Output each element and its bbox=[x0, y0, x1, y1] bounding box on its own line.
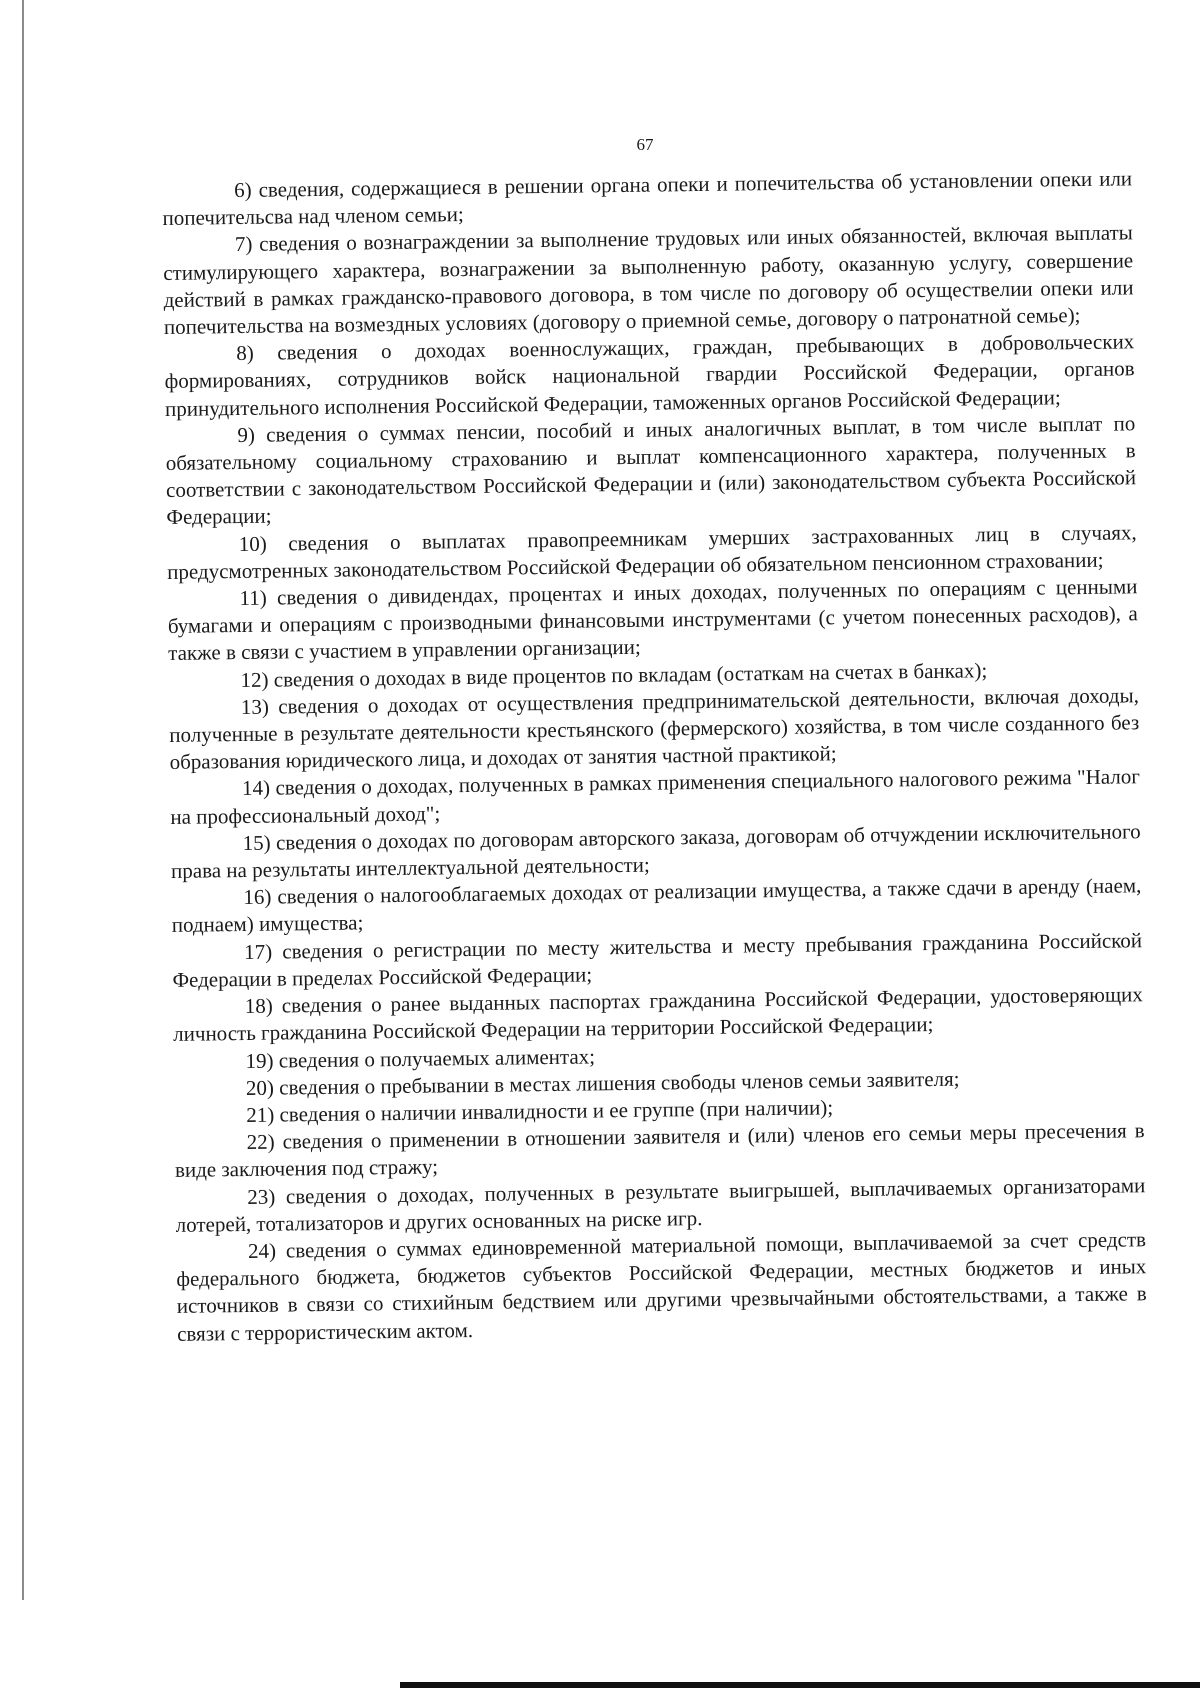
list-item: 7) сведения о вознаграждении за выполнение трудовых или иных обязанностей, включая выплаты стимулирующего характера, вознагражении за выполненную работу, оказанную услугу, совершение действий в рамках гражданско-правового договора, в том числе по договору об осуществелии опеки или попечительства на возмездных условиях (договору о приемной семье, договору о патронатной семье); bbox=[163, 220, 1134, 340]
page-number: 67 bbox=[636, 135, 654, 154]
list-item: 22) сведения о применении в отношении заявителя и (или) членов его семьи меры пресечения в виде заключения под стражу; bbox=[174, 1118, 1145, 1183]
list-item: 16) сведения о налогооблагаемых доходах от реализации имущества, а также сдачи в аренду (наем, поднаем) имущества; bbox=[171, 873, 1142, 938]
list-item: 21) сведения о наличии инвалидности и ее группе (при наличии); bbox=[246, 1095, 834, 1127]
list-item: 10) сведения о выплатах правопреемникам умерших застрахованных лиц в случаях, предусмотренных законодательством Российской Федерации об обязательном пенсионном страховании; bbox=[166, 519, 1137, 584]
document-body bbox=[162, 165, 1147, 1347]
list-item: 11) сведения о дивидендах, процентах и иных доходах, полученных по операциям с ценными бумагами и операциям с производными финансовыми инструментами (с учетом понесенных расходов), а также в связи с участием в управлении организации; bbox=[167, 574, 1138, 666]
list-item: 6) сведения, содержащиеся в решении органа опеки и попечительства об установлении опеки или попечительсва над членом семьи; bbox=[162, 166, 1133, 231]
list-item: 12) сведения о доходах в виде процентов по вкладам (остаткам на счетах в банках); bbox=[240, 657, 988, 692]
scan-bottom-edge bbox=[400, 1682, 1200, 1688]
list-item: 14) сведения о доходах, полученных в рамках применения специального налогового режима "Налог на профессиональный доход"; bbox=[170, 764, 1141, 829]
scan-left-edge bbox=[22, 0, 24, 1600]
list-item: 15) сведения о доходах по договорам авторского заказа, договорам об отчуждении исключительного права на результаты интеллектуальной деятельности; bbox=[170, 819, 1141, 884]
list-item: 18) сведения о ранее выданных паспортах гражданина Российской Федерации, удостоверяющих личность гражданина Российской Федерации на территории Российской Федерации; bbox=[173, 982, 1143, 1047]
list-item: 17) сведения о регистрации по месту жительства и месту пребывания гражданина Российской Федерации в пределах Российской Федерации; bbox=[172, 927, 1143, 992]
list-item: 13) сведения о доходах от осуществления предпринимательской деятельности, включая доходы, полученные в результате деятельности крестьянского (фермерского) хозяйства, в том числе созданного без образования юридического лица, и доходах от занятия частной практикой; bbox=[169, 683, 1140, 775]
list-item: 24) сведения о суммах единовременной материальной помощи, выплачиваемой за счет средств федерального бюджета, бюджетов субъектов Российской Федерации, местных бюджетов и иных источников в связи со стихийным бедствием или другими чрезвычайными обстоятельствами, а также в связи с террористическим актом. bbox=[176, 1227, 1147, 1346]
list-item: 23) сведения о доходах, полученных в результате выигрышей, выплачиваемых организаторами лотерей, тотализаторов и других основанных на риске игр. bbox=[175, 1172, 1146, 1237]
list-item: 20) сведения о пребывании в местах лишения свободы членов семьи заявителя; bbox=[245, 1066, 960, 1100]
list-item: 8) сведения о доходах военнослужащих, граждан, пребывающих в добровольческих формированиях, сотрудников войск национальной гвардии Российской Федерации, органов принудительного исполнения Российской Федерации, таможенных органов Российской Федерации; bbox=[164, 329, 1135, 421]
list-item: 19) сведения о получаемых алиментах; bbox=[245, 1043, 596, 1073]
list-item: 9) сведения о суммах пенсии, пособий и иных аналогичных выплат, в том числе выплат по обязательному социальному страхованию и выплат компенсационного характера, полученных в соответствии с законодательством Российской Федерации и (или) законодательством субъекта Российской Федерации; bbox=[165, 411, 1137, 530]
